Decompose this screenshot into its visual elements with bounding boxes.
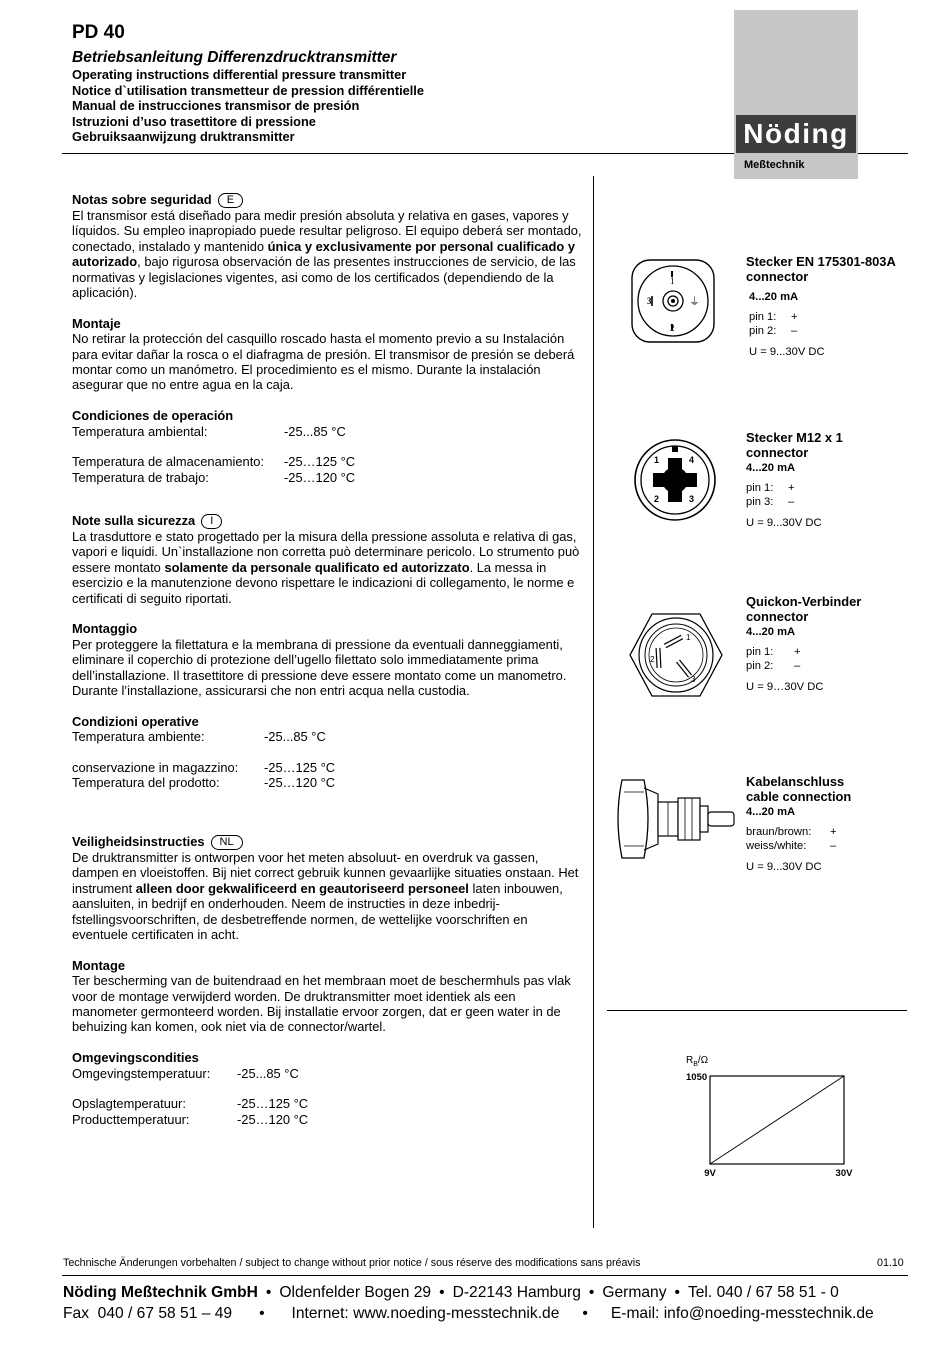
quickon-pin-2-label: 2: [650, 655, 655, 664]
din-pin-1-label: 1: [670, 276, 675, 286]
safety-heading-es: Notas sobre seguridad E: [72, 192, 582, 208]
footer-date: 01.10: [877, 1257, 904, 1269]
cable-white-row: weiss/white: –: [746, 839, 837, 852]
din-pin-row-1: pin 1: +: [749, 311, 798, 324]
din-connector-info: [746, 254, 896, 360]
din-connector-subtitle: connector: [746, 269, 809, 285]
storage-row-nl: Opslagtemperatuur: -25…125 °C: [72, 1096, 309, 1112]
quickon-pin-1-label: 1: [686, 633, 691, 642]
conditions-heading-it: Condizioni operative: [72, 713, 199, 729]
din-voltage: U = 9...30V DC: [749, 346, 825, 359]
quickon-pin-3-label: 3: [691, 675, 696, 684]
logo-text: Nöding: [743, 118, 849, 149]
footer-contact-line: Fax 040 / 67 58 51 – 49 • Internet: www.noeding-messtechnik.de • E-mail: info@noeding-messtechnik.de: [63, 1305, 874, 1322]
street: Oldenfelder Bogen 29: [279, 1284, 432, 1301]
conditions-heading-es: Condiciones de operación: [72, 408, 234, 424]
m12-connector-subtitle: connector: [746, 445, 809, 461]
section-es: [72, 192, 582, 485]
safety-text-es: El transmisor está diseñado para medir presión absoluta y relativa en gases, vapores y líquidos. Su empleo inapropiado puede resultar peligroso. El equipo deberá ser montado, conectado, instalado y mantenido única y exclusivamente por personal cualificado y autorizado, bajo rigurosa observación de las presentes instrucciones de servicio, de las normativas y legislaciones vigentes, asi como de los certificados (dependiendo de la aplicación).: [72, 208, 582, 301]
m12-current-range: 4...20 mA: [746, 461, 796, 474]
logo-block: [734, 10, 858, 179]
work-row-nl: Producttemperatuur: -25…120 °C: [72, 1111, 309, 1127]
din-connector-diagram: [630, 258, 716, 344]
section-nl: [72, 834, 582, 1127]
quickon-connector-info: [746, 594, 861, 695]
cable-connection-info: [746, 774, 851, 875]
footer-notice: Technische Änderungen vorbehalten / subject to change without prior notice / sous réserve des modifications sans préavis: [63, 1257, 641, 1269]
storage-row-it: conservazione in magazzino: -25…125 °C: [72, 760, 336, 776]
storage-row-es: Temperatura de almacenamiento: -25…125 °C: [72, 454, 356, 470]
quickon-pin-row-1: pin 1: +: [746, 646, 801, 659]
quickon-voltage: U = 9…30V DC: [746, 681, 824, 694]
chart-y-axis-label: $R_B/\Omega$: [686, 1055, 709, 1068]
company-name: Nöding Meßtechnik GmbH: [63, 1284, 258, 1301]
quickon-connector-subtitle: connector: [746, 609, 809, 625]
section-it: [72, 513, 582, 791]
website-link[interactable]: Internet: www.noeding-messtechnik.de: [291, 1305, 560, 1322]
mount-text-es: No retirar la protección del casquillo roscado hasta el momento previo a su Instalación para evitar dañar la rosca o el diafragma de presión. El transmisor de presión se deberá montar como un manómetro. El procedimiento es el mismo. Durante la instalación asegurar que no entre agua en la caja.: [72, 331, 575, 393]
din-pin-row-2: pin 2: –: [749, 324, 798, 337]
mount-text-nl: Ter bescherming van de buitendraad en het membraan moet de beschermhuls pas vlak voor de montage verwijderd worden. De druktransmitter moet identiek als een manometer germonteerd worden. Bij installatie ervoor zorgen, dat er geen water in de behuizing kan komen, ook niet via de connector/wartel.: [72, 973, 571, 1035]
fax: Fax 040 / 67 58 51 – 49: [63, 1305, 233, 1322]
din-current-range: 4...20 mA: [749, 290, 799, 303]
title-es: Manual de instrucciones transmisor de presión: [72, 98, 360, 114]
ambient-row-it: Temperatura ambiente: -25...85 °C: [72, 729, 326, 745]
quickon-current-range: 4...20 mA: [746, 625, 796, 638]
doc-subtitle: Betriebsanleitung Differenzdrucktransmitter: [72, 49, 397, 66]
mount-heading-nl: Montage: [72, 957, 125, 973]
conditions-heading-nl: Omgevingscondities: [72, 1050, 199, 1066]
email-link[interactable]: E-mail: info@noeding-messtechnik.de: [610, 1305, 874, 1322]
m12-connector-title: Stecker M12 x 1: [746, 430, 843, 445]
title-fr: Notice d`utilisation transmetteur de pression différentielle: [72, 82, 424, 98]
cable-brown-row: braun/brown: +: [746, 826, 837, 839]
work-row-es: Temperatura de trabajo: -25…120 °C: [72, 469, 356, 485]
quickon-connector-diagram: [628, 612, 724, 698]
mount-text-it: Per proteggere la filettatura e la membrana di pressione da eventuali danneggiamenti, eliminare il coperchio di protezione dell’ugello filettato solo immediatamente prima dell’installazione. Il trasettitore di pressione deve essere montato come un manometro. Durante l’installazione, assicurarsi che non entri acqua nella custodia.: [72, 636, 567, 699]
cable-connection-title: Kabelanschluss: [746, 774, 845, 789]
cable-voltage: U = 9...30V DC: [746, 861, 822, 874]
work-row-it: Temperatura del prodotto: -25…120 °C: [72, 775, 336, 791]
din-connector-title: Stecker EN 175301-803A: [746, 254, 896, 269]
chart-y-tick: 1050: [686, 1072, 708, 1083]
m12-pin-4-label: 4: [689, 455, 695, 465]
right-column-rule: [607, 1010, 907, 1011]
ambient-row-nl: Omgevingstemperatuur: -25...85 °C: [72, 1065, 299, 1081]
footer-rule: [62, 1275, 908, 1276]
safety-text-nl: De druktransmitter is ontworpen voor het meten absoluut- en overdruk va gassen, dampen en vloeistoffen. Bij niet correct gebruik kunnen gevaarlijke situaties onstaan. Het instrument alleen door gekwalificeerd en geautoriseerd personeel laten inbouwen, aansluiten, in bedrijf en onderhouden. Neem de instructies in deze inbedrij-fstellingsvoorschriften, de desbetreffende normen, de wettelijke voorschriften en eventuele certificaten in acht.: [72, 850, 579, 943]
country: Germany: [602, 1284, 667, 1301]
language-badge-it: I: [201, 514, 222, 529]
quickon-connector-title: Quickon-Verbinder: [746, 594, 862, 609]
chart-x-tick-9v: 9V: [704, 1168, 716, 1179]
title-it: Istruzioni d’uso trasettitore di pressione: [72, 113, 316, 129]
m12-connector-info: [746, 430, 843, 531]
doc-title-translations: [72, 67, 424, 145]
city: D-22143 Hamburg: [452, 1284, 581, 1301]
m12-pin-1-label: 1: [654, 455, 660, 465]
m12-voltage: U = 9...30V DC: [746, 517, 822, 530]
language-badge-nl: NL: [211, 835, 243, 850]
quickon-pin-row-2: pin 2: –: [746, 659, 801, 672]
m12-pin-row-1: pin 1: +: [746, 482, 795, 495]
mount-heading-es: Montaje: [72, 315, 121, 331]
ambient-row-es: Temperatura ambiental: -25...85 °C: [72, 423, 346, 439]
phone: Tel. 040 / 67 58 51 - 0: [687, 1284, 839, 1301]
m12-pin-2-label: 2: [654, 494, 660, 504]
mount-heading-it: Montaggio: [72, 621, 138, 637]
cable-connection-diagram: [614, 778, 736, 860]
cable-connection-subtitle: cable connection: [746, 789, 852, 805]
m12-pin-row-3: pin 3: –: [746, 495, 795, 508]
ground-icon: ⏚: [689, 295, 700, 308]
load-chart: [680, 1050, 880, 1180]
logo: [736, 115, 856, 153]
safety-heading-nl: Veiligheidsinstructies NL: [72, 834, 582, 850]
m12-pin-3-label: 3: [689, 494, 695, 504]
footer-address-line: Nöding Meßtechnik GmbH • Oldenfelder Bogen 29 • D-22143 Hamburg • Germany • Tel. 040 / 67 58 51 - 0: [63, 1284, 839, 1301]
safety-heading-it: Note sulla sicurezza I: [72, 513, 582, 529]
doc-title: PD 40: [72, 22, 125, 43]
safety-text-it: La trasduttore e stato progettado per la misura della pressione assoluta e relativa di gas, vapori e liquidi. Un`installazione non corretta può determinare pericolo. Lo strumento può essere montato solamente da personale qualificato ed autorizzato. La messa in esercizio e la manutenzione devono rispettare le indicazioni di collegamento, le norme e certificati di seguito riportati.: [72, 529, 580, 606]
cable-current-range: 4...20 mA: [746, 805, 796, 818]
din-pin-3-label: 3: [647, 296, 652, 306]
din-pin-2-label: 2: [670, 323, 675, 333]
title-nl: Gebruiksaanwijzung druktransmitter: [72, 129, 295, 145]
m12-connector-diagram: [633, 438, 717, 522]
chart-x-tick-30v: 30V: [835, 1168, 853, 1179]
title-en: Operating instructions differential pressure transmitter: [72, 67, 407, 82]
column-divider: [593, 176, 594, 1228]
language-badge-es: E: [218, 193, 243, 208]
logo-subtitle: Meßtechnik: [744, 159, 805, 171]
